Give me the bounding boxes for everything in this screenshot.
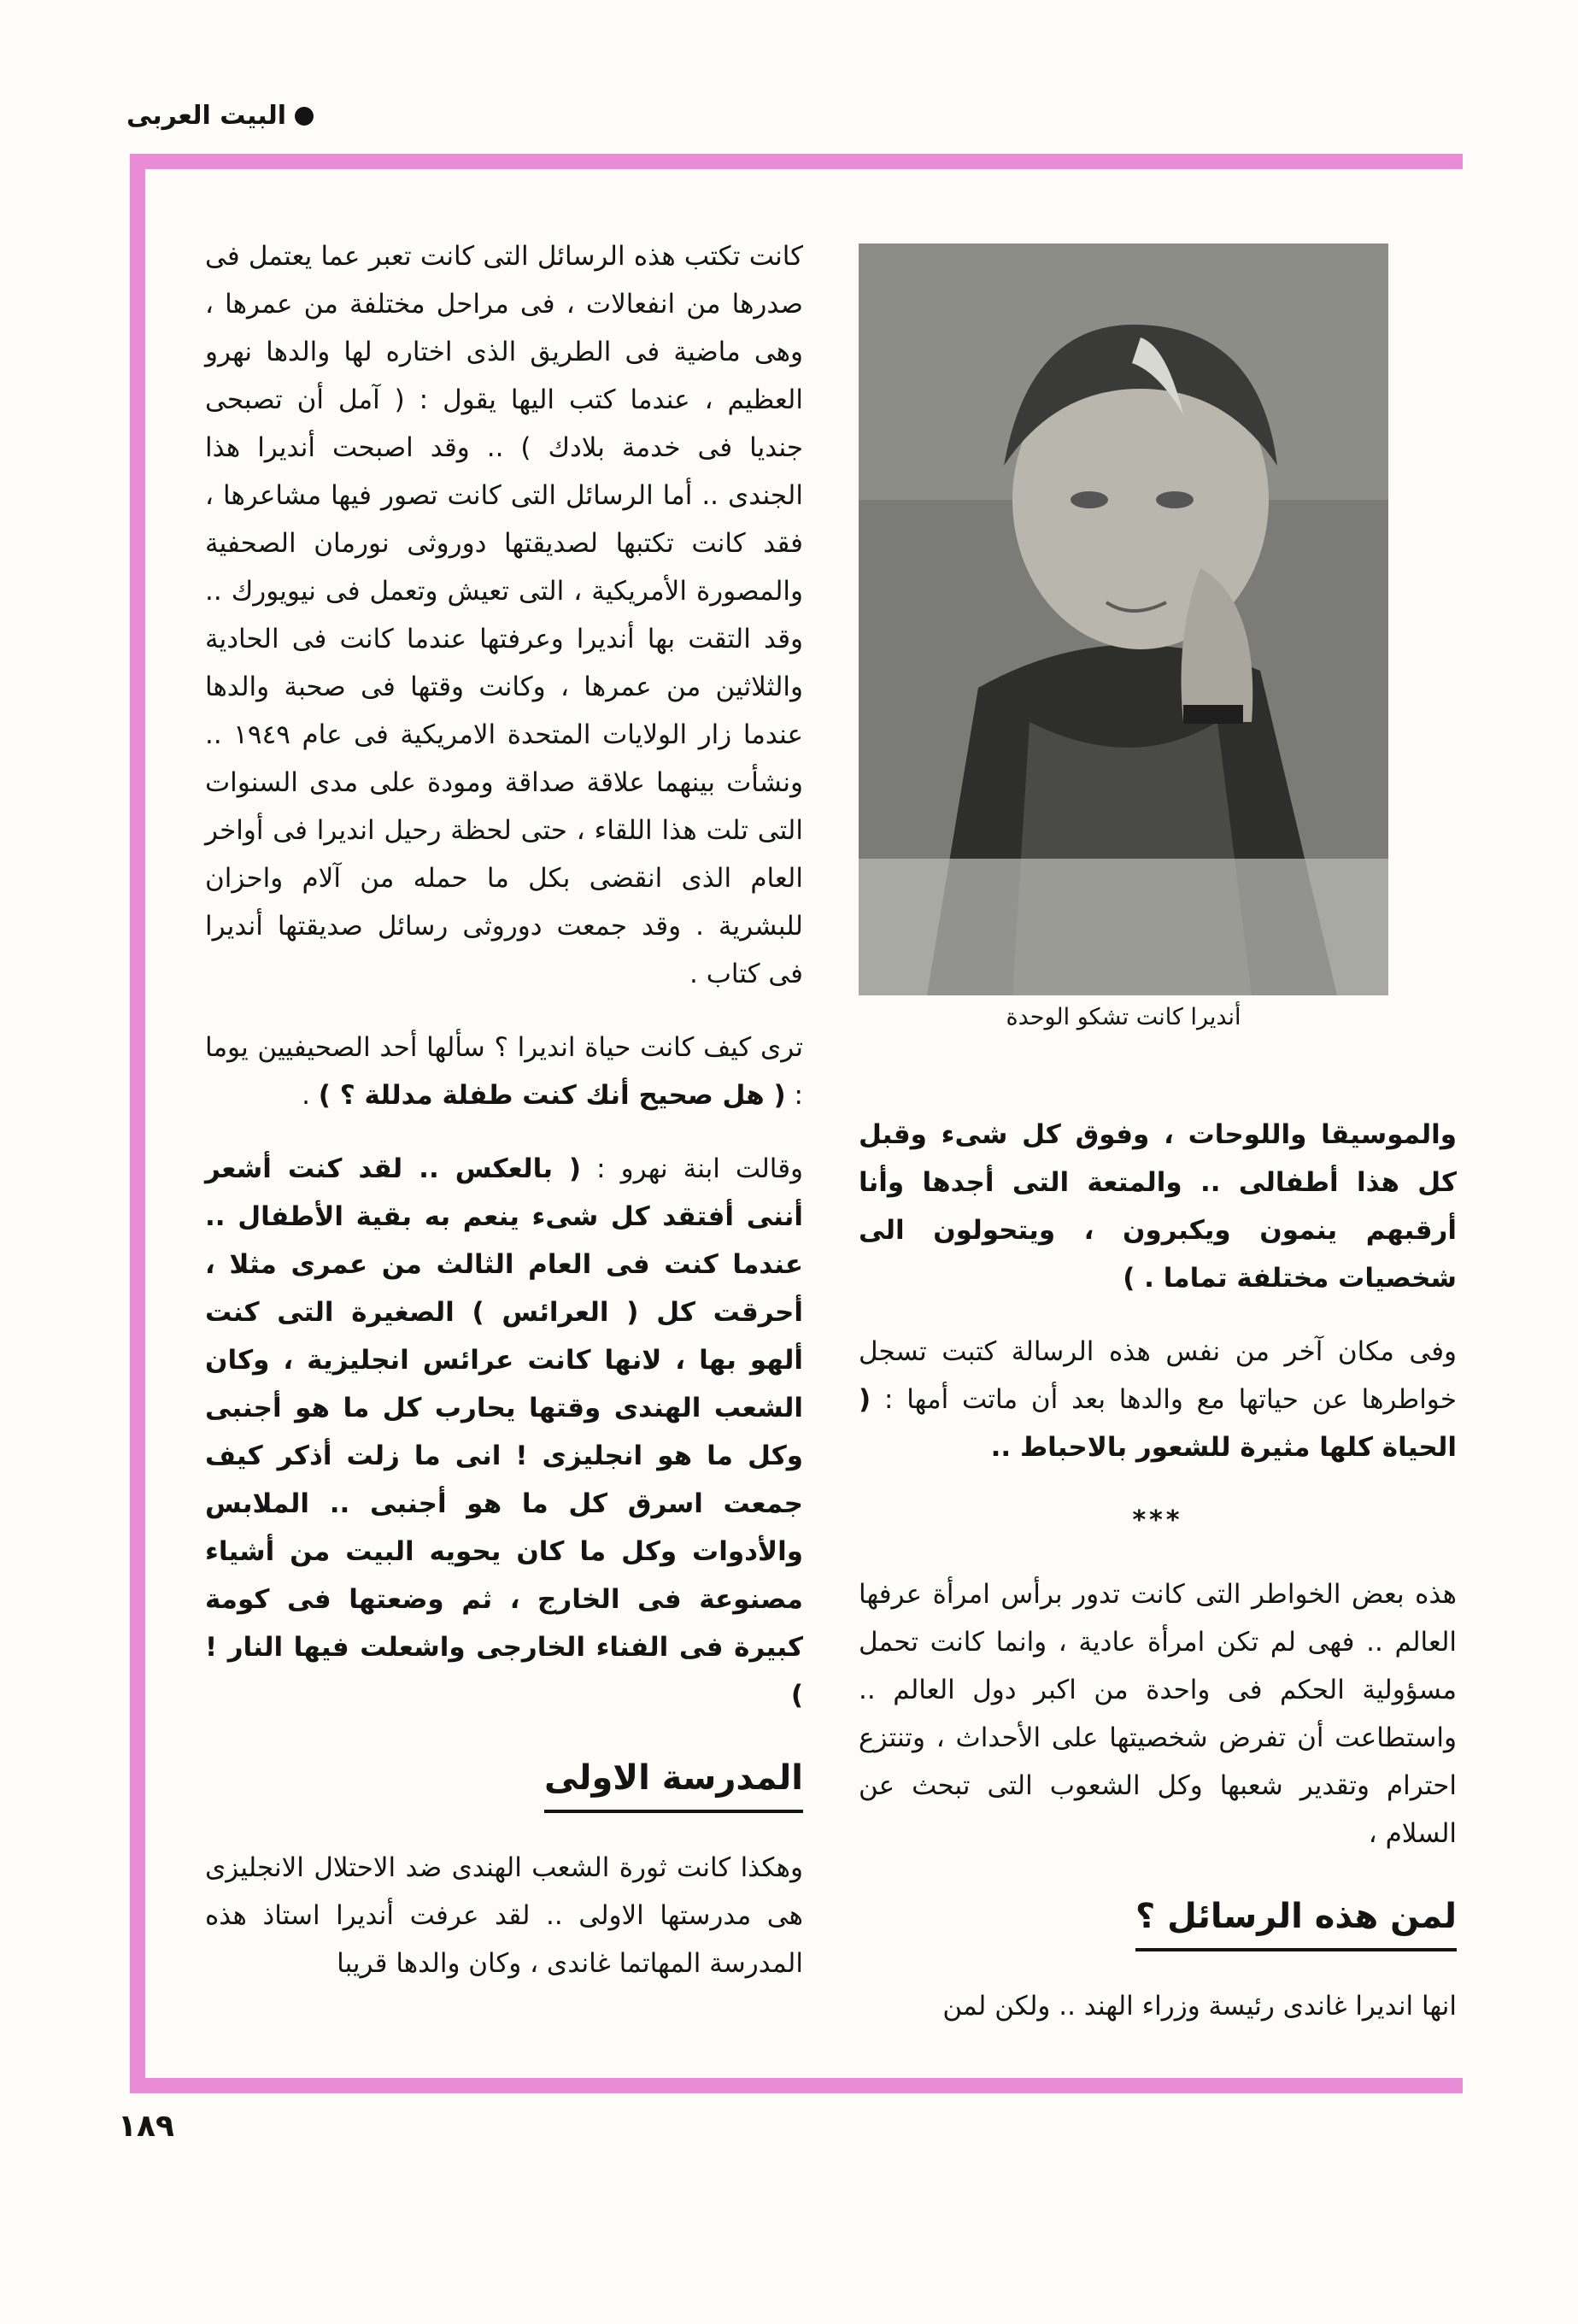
section-title: البيت العربى (126, 101, 286, 131)
quote-bold: ( هل صحيح أنك كنت طفلة مدللة ؟ ) (318, 1080, 786, 1111)
paragraph (205, 1024, 803, 1119)
bullet-icon (295, 107, 314, 126)
section-label (126, 101, 314, 131)
portrait-illustration (859, 244, 1388, 995)
text-run: . (302, 1080, 319, 1111)
quote-bold: ( بالعكس .. لقد كنت أشعر أننى أفتقد كل شىء ينعم به بقية الأطفال .. عندما كنت فى العام الثالث من عمرى مثلا ، أحرقت كل ( العرائس ) الصغيرة التى كنت ألهو بها ، لانها كانت عرائس انجليزية ، وكان الشعب الهندى وقتها يحارب كل ما هو أجنبى وكل ما هو انجليزى ! انى ما زلت أذكر كيف جمعت اسرق كل ما هو أجنبى .. الملابس والأدوات وكل ما كان يحويه البيت من أشياء مصنوعة فى الخارج ، ثم وضعتها فى كومة كبيرة فى الفناء الخارجى واشعلت فيها النار ! ) (205, 1153, 803, 1711)
text-run: وفى مكان آخر من نفس هذه الرسالة كتبت تسجل خواطرها عن حياتها مع والدها بعد أن ماتت أمها : (859, 1336, 1457, 1415)
paragraph: وهكذا كانت ثورة الشعب الهندى ضد الاحتلال الانجليزى هى مدرستها الاولى .. لقد عرفت أنديرا استاذ هذه المدرسة المهاتما غاندى ، وكان والدها قريبا (205, 1852, 803, 1979)
page-number: ١٨٩ (118, 2109, 174, 2144)
text-run: ترى كيف كانت حياة انديرا ؟ سألها أحد الصحيفيين يوما : (205, 1032, 803, 1111)
paragraph: انها انديرا غاندى رئيسة وزراء الهند .. ولكن لمن (942, 1991, 1457, 2022)
section-heading: المدرسة الاولى (544, 1753, 803, 1813)
portrait-photo (859, 244, 1388, 995)
paragraph: والموسيقا واللوحات ، وفوق كل شىء وقبل كل هذا أطفالى .. والمتعة التى أجدها وأنا أرقبهم ينمون ويكبرون ، ويتحولون الى شخصيات مختلفة تماما . ) (859, 1119, 1457, 1294)
paragraph (859, 1328, 1457, 1471)
left-column (205, 232, 803, 2013)
section-heading: لمن هذه الرسائل ؟ (1135, 1892, 1457, 1951)
separator-stars: *** (1132, 1505, 1183, 1535)
paragraph: هذه بعض الخواطر التى كانت تدور برأس امرأة عرفها العالم .. فهى لم تكن امرأة عادية ، وانما كانت تحمل مسؤولية الحكم فى واحدة من اكبر دول العالم .. واستطاعت أن تفرض شخصيتها على الأحداث ، وتنتزع احترام وتقدير شعبها وكل الشعوب التى تبحث عن السلام ، (859, 1579, 1457, 1849)
quote-bold: ( الحياة كلها مثيرة للشعور بالاحباط .. (859, 1384, 1457, 1463)
text-run: وقالت ابنة نهرو : (581, 1153, 804, 1184)
right-column (859, 1111, 1457, 2056)
photo-caption: أنديرا كانت تشكو الوحدة (1006, 1004, 1241, 1030)
paragraph: كانت تكتب هذه الرسائل التى كانت تعبر عما يعتمل فى صدرها من انفعالات ، فى مراحل مختلفة من عمرها ، وهى ماضية فى الطريق الذى اختاره لها والدها نهرو العظيم ، عندما كتب اليها يقول : ( آمل أن تصبحى جنديا فى خدمة بلادك ) .. وقد اصبحت أنديرا هذا الجندى .. أما الرسائل التى كانت تصور فيها مشاعرها ، فقد كانت تكتبها لصديقتها دوروثى نورمان الصحفية والمصورة الأمريكية ، التى تعيش وتعمل فى نيويورك .. وقد التقت بها أنديرا وعرفتها عندما كانت فى الحادية والثلاثين من عمرها ، وكانت وقتها فى صحبة والدها عندما زار الولايات المتحدة الامريكية فى عام ١٩٤٩ .. ونشأت بينهما علاقة صداقة ومودة على مدى السنوات التى تلت هذا اللقاء ، حتى لحظة رحيل انديرا فى أواخر العام الذى انقضى بكل ما حمله من آلام واحزان للبشرية . وقد جمعت دوروثى رسائل صديقتها أنديرا فى كتاب . (205, 241, 803, 989)
paragraph (205, 1145, 803, 1719)
